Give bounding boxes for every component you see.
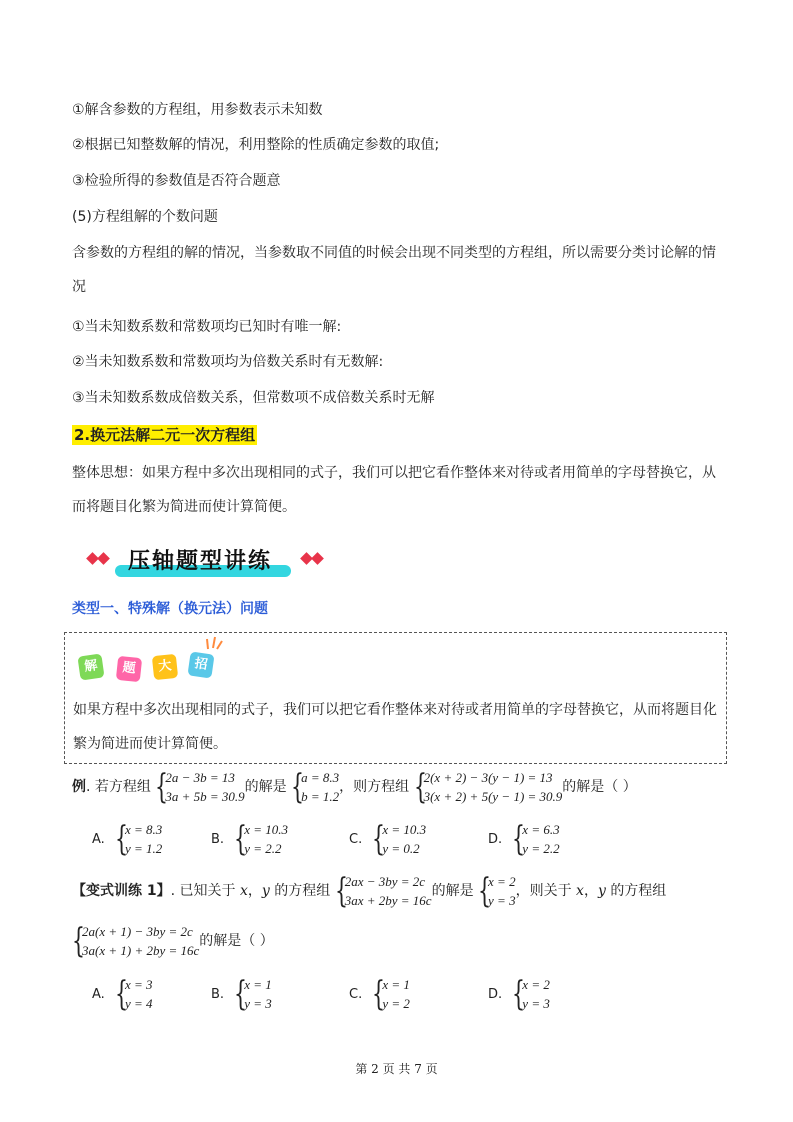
option-label: B.: [211, 831, 225, 847]
equation-system: { x = 1 y = 2: [372, 974, 410, 1014]
equation-system: { x = 3 y = 4: [114, 974, 153, 1014]
example-question: [72, 768, 637, 806]
question-text: 的方程组: [610, 883, 667, 899]
equation: y = 2.2: [522, 841, 560, 856]
equation-system: { x = 10.3 y = 2.2: [234, 819, 288, 859]
equation-system: { 2a(x + 1) − 3by = 2c 3a(x + 1) + 2by = 16c: [72, 921, 200, 961]
equation: x = 2: [522, 977, 550, 992]
equation: y = 4: [124, 996, 153, 1011]
question-text: ，: [583, 883, 598, 899]
equation: a = 8.3: [301, 770, 340, 785]
section-heading-text: 2.换元法解二元一次方程组: [74, 426, 256, 444]
banner-title: 压轴题型讲练: [128, 549, 273, 574]
type-title: 类型一、特殊解（换元法）问题: [72, 601, 268, 617]
tip-tile: 题: [116, 656, 142, 682]
text-line: ③检验所得的参数值是否符合题意: [72, 173, 281, 189]
equation: 2a(x + 1) − 3by = 2c: [82, 924, 193, 939]
option-a[interactable]: [92, 820, 162, 858]
diamond-icon: [97, 552, 110, 565]
tip-tile: 解: [77, 653, 104, 680]
sparkle-icon: [205, 635, 223, 651]
text-line: ③当未知数系数成倍数关系，但常数项不成倍数关系时无解: [72, 390, 435, 406]
section-heading: [72, 425, 257, 446]
option-d[interactable]: [488, 820, 560, 858]
question-text: ，: [247, 883, 262, 899]
equation: x = 1: [382, 977, 410, 992]
tip-tile: 招: [187, 651, 214, 678]
equation-system: { x = 2 y = 3: [512, 974, 550, 1014]
option-label: A.: [92, 986, 105, 1002]
equation: y = 1.2: [124, 841, 163, 856]
equation: 2a − 3b = 13: [165, 770, 235, 785]
text-line: ②当未知数系数和常数项均为倍数关系时有无数解:: [72, 354, 384, 370]
equation: x = 10.3: [382, 822, 427, 837]
equation-system: { 2ax − 3by = 2c 3ax + 2by = 16c: [334, 871, 432, 911]
equation: 3a(x + 1) + 2by = 16c: [82, 943, 200, 958]
option-d[interactable]: [488, 975, 550, 1013]
variant-label: 【变式训练 1】: [72, 883, 171, 899]
equation: 3(x + 2) + 5(y − 1) = 30.9: [423, 789, 563, 804]
equation: y = 0.2: [382, 841, 420, 856]
option-label: B.: [211, 986, 225, 1002]
equation-system: { a = 8.3 b = 1.2: [291, 767, 340, 807]
variant-question: [72, 872, 666, 910]
equation-system: { 2a − 3b = 13 3a + 5b = 30.9: [155, 767, 245, 807]
equation: 3ax + 2by = 16c: [344, 893, 432, 908]
equation: x = 2: [488, 874, 516, 889]
option-label: C.: [349, 831, 363, 847]
equation: x = 3: [124, 977, 153, 992]
equation: 2ax − 3by = 2c: [344, 874, 426, 889]
equation: x = 6.3: [522, 822, 560, 837]
equation: y = 3: [488, 893, 516, 908]
tip-text: 如果方程中多次出现相同的式子，我们可以把它看作整体来对待或者用简单的字母替换它，从而将题目化繁为简进而使计算简便。: [73, 702, 717, 752]
variable: y: [261, 883, 270, 899]
equation: x = 10.3: [244, 822, 288, 837]
equation-system: { x = 6.3 y = 2.2: [512, 819, 560, 859]
option-label: C.: [349, 986, 363, 1002]
equation: 3a + 5b = 30.9: [165, 789, 245, 804]
question-text: 的解是（ ）: [562, 779, 637, 795]
example-label: 例: [72, 779, 86, 795]
question-text: ，则关于: [515, 883, 572, 899]
question-text: . 已知关于: [170, 883, 236, 899]
question-text: . 若方程组: [86, 779, 151, 795]
option-c[interactable]: [349, 975, 410, 1013]
equation-system: { x = 2 y = 3: [478, 871, 516, 911]
page-footer: 第 2 页 共 7 页: [355, 1062, 438, 1076]
equation: y = 2: [382, 996, 410, 1011]
equation-system: { x = 10.3 y = 0.2: [372, 819, 427, 859]
text-line: (5)方程组解的个数问题: [72, 209, 218, 225]
variable: x: [239, 883, 248, 899]
question-text: ，则方程组: [339, 779, 410, 795]
option-label: A.: [92, 831, 105, 847]
variable: x: [576, 883, 584, 899]
variable: y: [597, 883, 606, 899]
equation: x = 8.3: [124, 822, 163, 837]
question-text: 的解是: [431, 883, 474, 899]
equation: y = 2.2: [244, 841, 282, 856]
equation-system: { x = 1 y = 3: [234, 974, 272, 1014]
equation-system: { 2(x + 2) − 3(y − 1) = 13 3(x + 2) + 5(y − 1) = 30.9: [413, 767, 563, 807]
option-b[interactable]: [211, 820, 288, 858]
section-body: 整体思想：如果方程中多次出现相同的式子，我们可以把它看作整体来对待或者用简单的字母替换它，从而将题目化繁为简进而使计算简便。: [72, 465, 716, 515]
banner: [88, 538, 328, 582]
equation: 2(x + 2) − 3(y − 1) = 13: [423, 770, 553, 785]
question-text: 的解是（ ）: [199, 933, 274, 949]
equation-system: { x = 8.3 y = 1.2: [114, 819, 163, 859]
tip-box: [64, 632, 727, 764]
option-c[interactable]: [349, 820, 426, 858]
option-a[interactable]: [92, 975, 152, 1013]
equation: y = 3: [522, 996, 550, 1011]
equation: y = 3: [244, 996, 272, 1011]
text-line: ①解含参数的方程组，用参数表示未知数: [72, 102, 323, 118]
option-b[interactable]: [211, 975, 272, 1013]
equation: b = 1.2: [301, 789, 340, 804]
diamond-icon: [311, 552, 324, 565]
tip-tile: 大: [152, 654, 178, 680]
text-paragraph: 含参数的方程组的解的情况，当参数取不同值的时候会出现不同类型的方程组，所以需要分类讨论解的情况: [72, 245, 716, 295]
question-text: 的解是: [244, 779, 287, 795]
question-text: 的方程组: [274, 883, 331, 899]
text-line: ①当未知数系数和常数项均已知时有唯一解:: [72, 319, 342, 335]
option-label: D.: [488, 831, 503, 847]
variant-question-cont: [72, 922, 274, 960]
option-label: D.: [488, 986, 503, 1002]
equation: x = 1: [244, 977, 272, 992]
text-line: ②根据已知整数解的情况，利用整除的性质确定参数的取值;: [72, 137, 440, 153]
